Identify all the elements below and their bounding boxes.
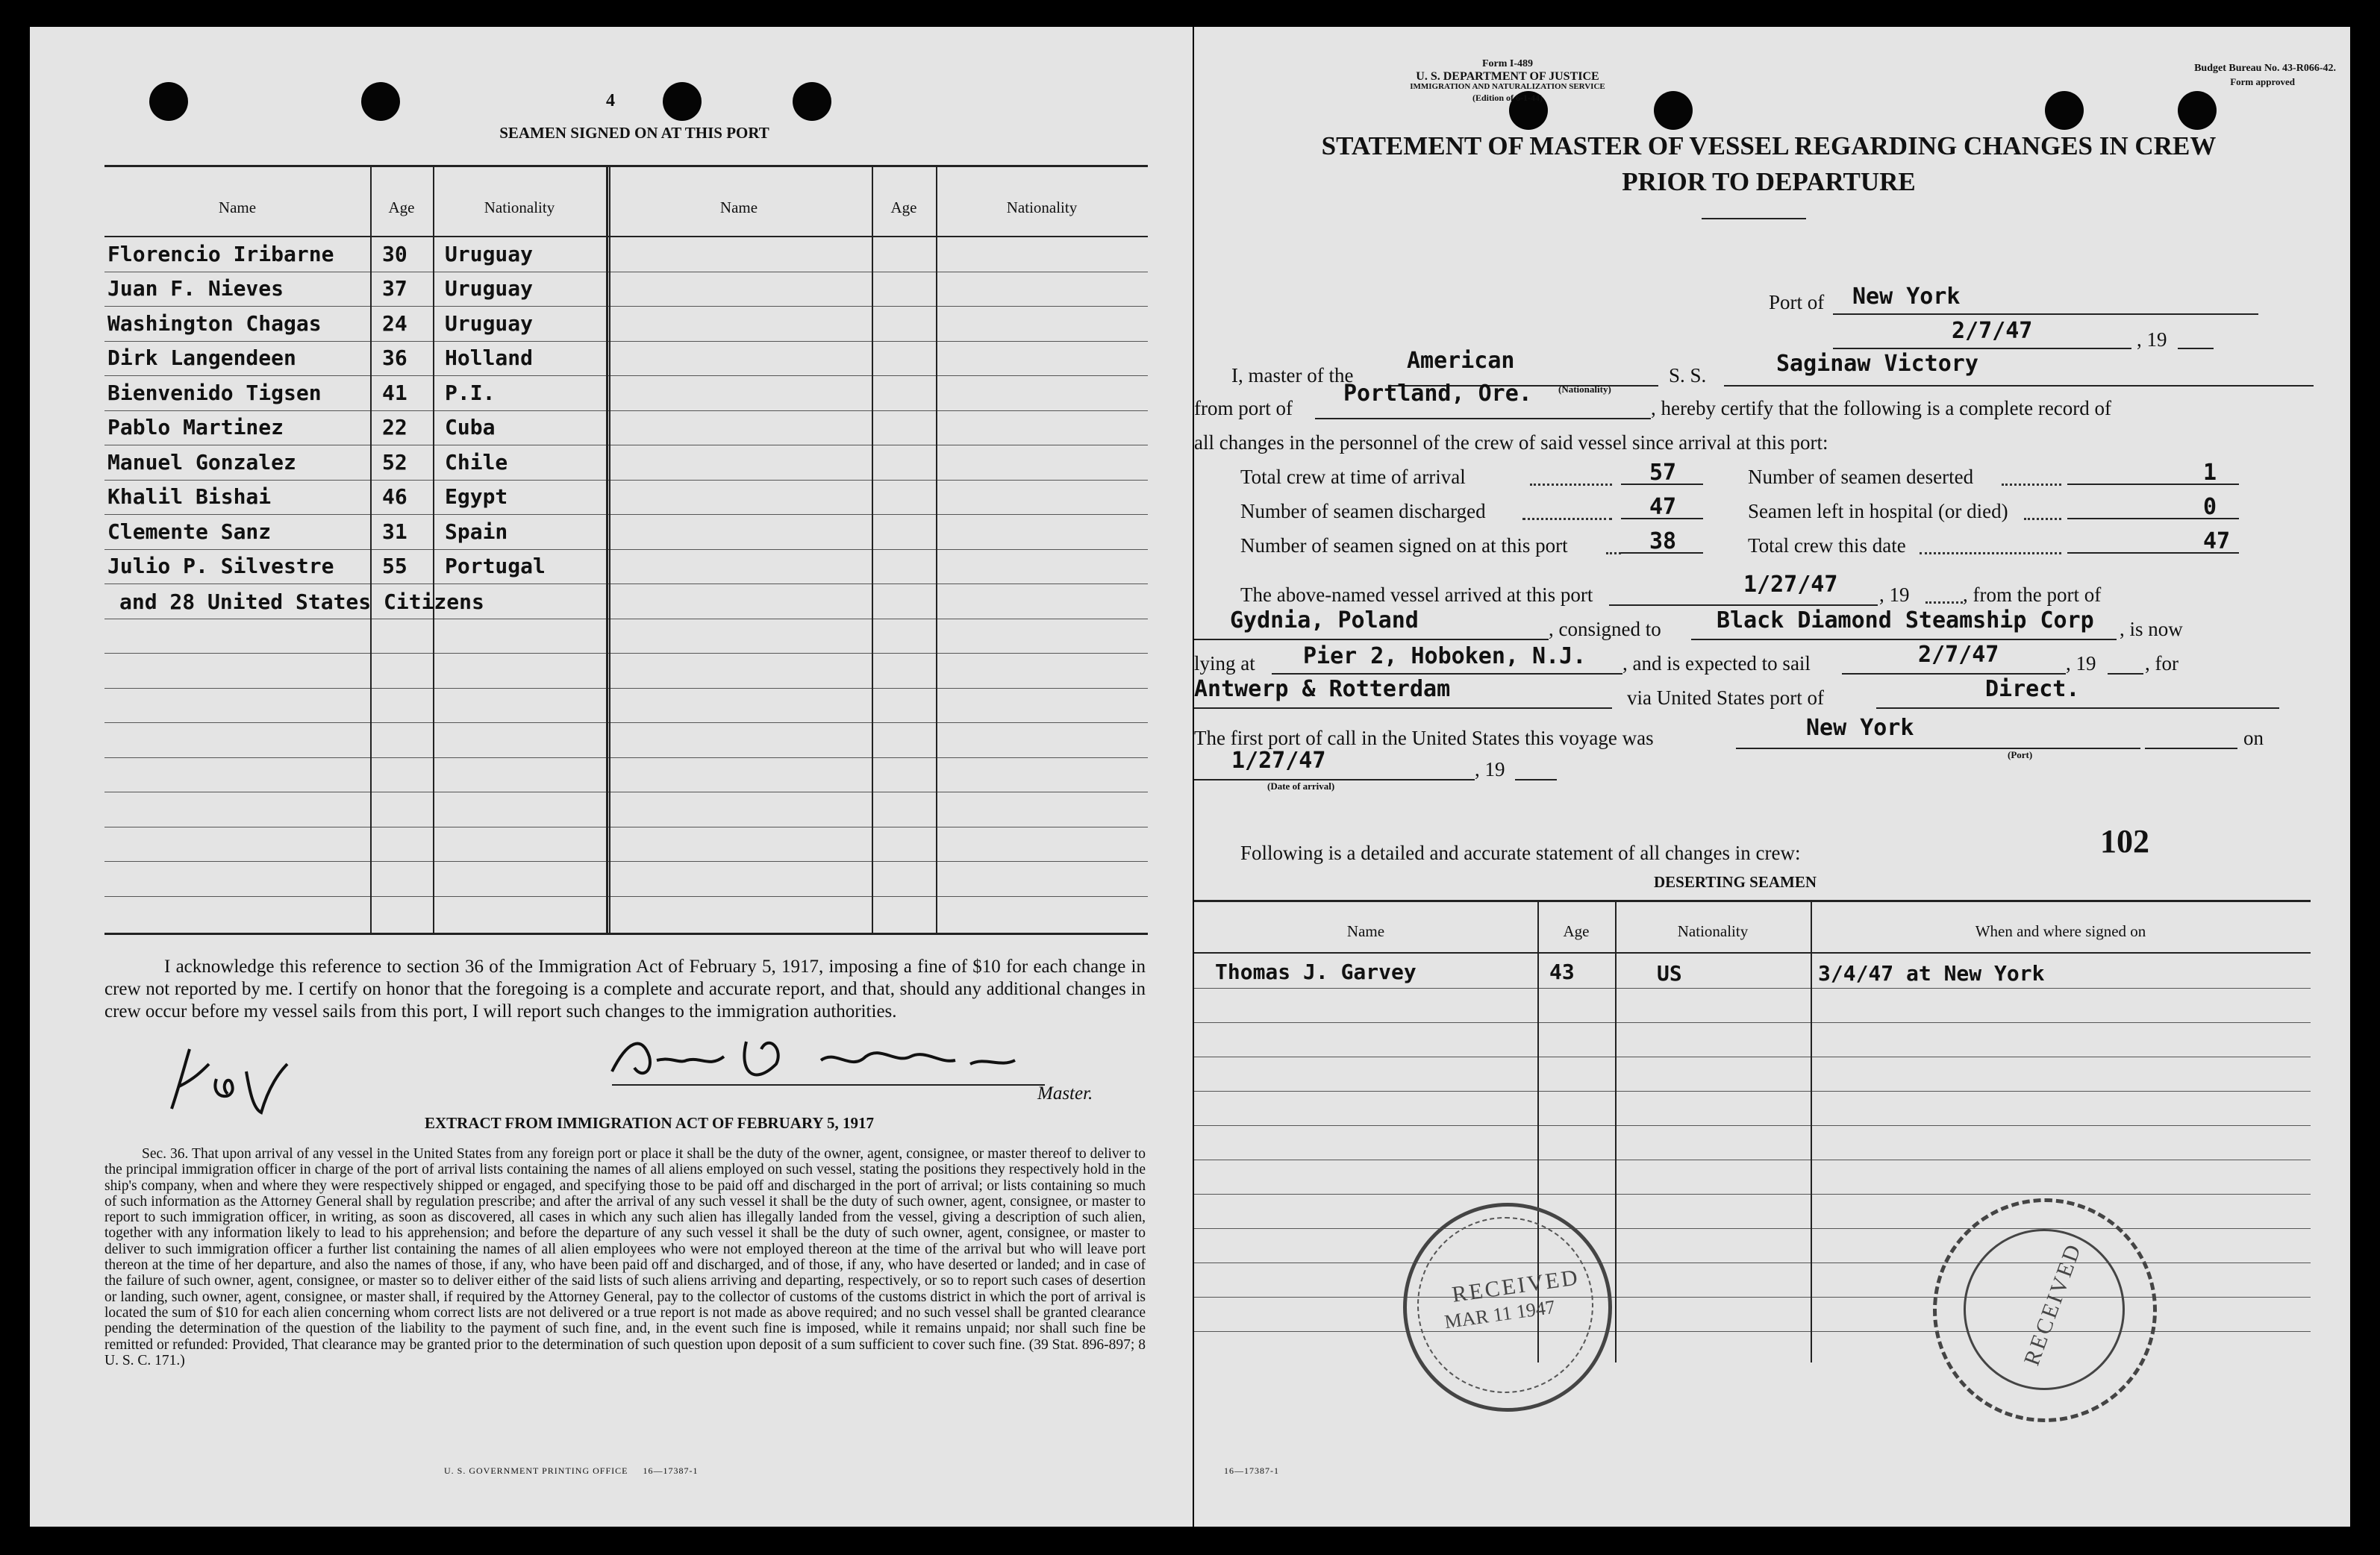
seaman-nationality: Egypt (445, 484, 508, 509)
seaman-nationality: Cuba (445, 415, 496, 439)
signed-on: 38 (1649, 528, 1677, 554)
stamp-date: MAR 11 1947 (1443, 1295, 1557, 1333)
punch-hole (663, 82, 702, 121)
left-page (30, 27, 1193, 1527)
column-header: Age (388, 198, 415, 216)
handwritten-initials (157, 1042, 336, 1124)
extract-title: EXTRACT FROM IMMIGRATION ACT OF FEBRUARY 5, 1917 (424, 1114, 875, 1132)
form-title: STATEMENT OF MASTER OF VESSEL REGARDING CHANGES IN CREW (1321, 131, 2217, 160)
extract-text: Sec. 36. That upon arrival of any vessel in the United States from any foreign port or place it shall be the duty of the owner, agent, consignee, or master thereof to deliver to the principal immigration officer in charge of the port of arrival lists containing the names of all aliens employed on such vessel, stating the positions they respectively hold in the ship's company, when and where they were respectively shipped or engaged, and specifying those to be paid off and discharged in the port of arrival; or lists containing so much of such information as the Attorney General shall by regulation prescribe; and after the arrival of any such vessel it shall be the duty of such owner, agent, consignee, or master to report to such immigration officer, in writing, as soon as discovered, all cases in which any such alien has illegally landed from the vessel, giving a description of such alien, together with any information likely to lead to his apprehension; and before the departure of any such vessel it shall be the duty of such owner, agent, consignee, or master to deliver to such immigration officer a further list containing the names of all alien employees who were not employed thereon at the time of the arrival but who will leave port thereon at the time of her departure, and also the names of those, if any, who have been paid off and discharged, and of those, if any, who have deserted or landed; and in case of the failure of such owner, agent, consignee, or master so to deliver either of the said lists of such aliens arriving and departing, respectively, or so to report such cases of desertion or landing, such owner, agent, consignee, or master shall, if required by the Attorney General, pay to the collector of customs of the customs district in which the port of arrival is located the sum of $10 for each alien concerning whom correct lists are not delivered or a true report is not made as above required; and no such vessel shall be granted clearance pending the determination of the question of the liability to the payment of such fine, and, in the event such fine is imposed, while it remains unpaid; nor shall such fine be remitted or refunded: Provided, That clearance may be granted prior to the determination of such question upon deposit of a sum sufficient to cover such fine. (39 Stat. 896-897; 8 U. S. C. 171.) (104, 1146, 1146, 1368)
date-of-arrival-value: 1/27/47 (1231, 748, 1326, 774)
for-label: , for (2145, 652, 2178, 675)
seamen-signed-table (104, 165, 1148, 935)
column-header: Name (218, 198, 257, 216)
from-the-port-value: Gydnia, Poland (1230, 607, 1419, 633)
received-stamp (1403, 1203, 1612, 1412)
master-of-label: I, master of the (1231, 364, 1354, 387)
column-header: Nationality (484, 198, 555, 216)
column-header: Age (890, 198, 917, 216)
seaman-name: Julio P. Silvestre (107, 554, 334, 578)
total-crew-arrival: 57 (1649, 460, 1677, 486)
seaman-name: Pablo Martinez (107, 415, 284, 439)
seaman-nationality: Uruguay (445, 276, 534, 301)
via-value: Direct. (1985, 676, 2080, 702)
seaman-name: Dirk Langendeen (107, 345, 296, 370)
seaman-age: 37 (382, 276, 407, 301)
column-header: Name (1346, 922, 1385, 940)
first-port-value: New York (1806, 715, 1914, 741)
punch-hole (2178, 91, 2217, 130)
arrived-value: 1/27/47 (1743, 572, 1838, 598)
printer-line: 16—17387-1 (1224, 1465, 1279, 1476)
deserted-label: Number of seamen deserted (1748, 466, 1974, 488)
punch-hole (149, 82, 188, 121)
column-header: Name (719, 198, 758, 216)
received-stamp (1933, 1198, 2157, 1422)
seaman-age: 46 (382, 484, 407, 509)
table-title: SEAMEN SIGNED ON AT THIS PORT (499, 124, 769, 142)
total-crew-arrival-label: Total crew at time of arrival (1240, 466, 1466, 488)
service: IMMIGRATION AND NATURALIZATION SERVICE (1410, 82, 1605, 91)
seaman-age: 31 (382, 519, 407, 544)
stamp-text: RECEIVED (1450, 1265, 1581, 1307)
lying-at-value: Pier 2, Hoboken, N.J. (1303, 643, 1587, 669)
column-header: Age (1563, 922, 1590, 940)
seaman-name: Clemente Sanz (107, 519, 272, 544)
following-text: Following is a detailed and accurate statement of all changes in crew: (1240, 842, 1801, 864)
right-page (1194, 27, 2350, 1527)
seaman-age: 22 (382, 415, 407, 439)
port-caption: (Port) (2008, 749, 2033, 760)
seaman-nationality: P.I. (445, 381, 496, 405)
form-approved: Form approved (2230, 76, 2295, 87)
deserting-title: DESERTING SEAMEN (1653, 873, 1817, 891)
destination-value: Antwerp & Rotterdam (1194, 676, 1451, 702)
consigned-value: Black Diamond Steamship Corp (1717, 607, 2094, 633)
column-header: Nationality (1006, 198, 1078, 216)
port-of-value: New York (1852, 284, 1961, 310)
is-now-label: , is now (2120, 618, 2183, 640)
port-of-label: Port of (1769, 291, 1825, 313)
edition: (Edition of 6-1-44) (1472, 93, 1543, 103)
seaman-nationality: Uruguay (445, 311, 534, 336)
seaman-nationality: Chile (445, 450, 508, 475)
total-crew-date-label: Total crew this date (1748, 534, 1906, 557)
master-label: Master. (1037, 1083, 1093, 1104)
discharged: 47 (1649, 494, 1677, 520)
from-the-port-label: , from the port of (1963, 583, 2102, 606)
column-header: When and where signed on (1975, 922, 2146, 940)
seaman-age: 41 (382, 381, 407, 405)
form-number: Form I-489 (1481, 58, 1534, 69)
via-label: via United States port of (1627, 686, 1824, 709)
first-port-label: The first port of call in the United States this voyage was (1194, 727, 1654, 749)
date-of-arrival-caption: (Date of arrival) (1267, 780, 1335, 792)
signed-on-label: Number of seamen signed on at this port (1240, 534, 1568, 557)
form-subtitle: PRIOR TO DEPARTURE (1622, 167, 1916, 196)
arrived-label: The above-named vessel arrived at this port (1240, 583, 1593, 606)
from-port-label: from port of (1194, 397, 1293, 419)
seaman-age: 55 (382, 554, 407, 578)
year-suffix-3: , 19 (2066, 652, 2096, 675)
ss-label: S. S. (1669, 364, 1707, 387)
summary-row: and 28 United States Citizens (119, 589, 484, 614)
stamp-text: RECEIVED (2019, 1239, 2087, 1369)
deserter-name: Thomas J. Garvey (1215, 960, 1417, 984)
seaman-nationality: Spain (445, 519, 508, 544)
year-suffix-4: , 19 (1475, 758, 1505, 780)
ship-name: Saginaw Victory (1776, 351, 1978, 377)
deserter-nationality: US (1657, 961, 1682, 986)
column-header: Nationality (1677, 922, 1749, 940)
from-port-value: Portland, Ore. (1343, 381, 1532, 407)
on-label: on (2243, 727, 2264, 749)
seaman-age: 36 (382, 345, 407, 370)
seaman-name: Khalil Bishai (107, 484, 272, 509)
seaman-name: Juan F. Nieves (107, 276, 284, 301)
hospital-label: Seamen left in hospital (or died) (1748, 500, 2008, 522)
budget-bureau: Budget Bureau No. 43-R066-42. (2194, 63, 2336, 74)
nationality-value: American (1407, 348, 1515, 374)
consigned-label: , consigned to (1549, 618, 1661, 640)
discharged-label: Number of seamen discharged (1240, 500, 1486, 522)
statement-date: 2/7/47 (1952, 318, 2033, 344)
punch-hole (361, 82, 400, 121)
seaman-nationality: Portugal (445, 554, 546, 578)
seaman-nationality: Uruguay (445, 242, 534, 266)
year-suffix-2: , 19 (1879, 583, 1910, 606)
deserter-signed-on: 3/4/47 at New York (1818, 961, 2045, 986)
lying-at-label: lying at (1194, 652, 1255, 675)
total-crew-date: 47 (2203, 528, 2231, 554)
seaman-age: 30 (382, 242, 407, 266)
nationality-caption: (Nationality) (1558, 384, 1611, 395)
year-suffix: , 19 (2137, 328, 2167, 351)
printer-line: U. S. GOVERNMENT PRINTING OFFICE 16—17387-1 (444, 1465, 699, 1476)
expected-value: 2/7/47 (1918, 642, 1999, 668)
master-signature (597, 1027, 1060, 1094)
seaman-name: Florencio Iribarne (107, 242, 334, 266)
seaman-nationality: Holland (445, 345, 534, 370)
page-number: 4 (606, 91, 615, 110)
expected-label: , and is expected to sail (1622, 652, 1811, 675)
deserted: 1 (2203, 460, 2217, 486)
hospital: 0 (2203, 494, 2217, 520)
seaman-name: Manuel Gonzalez (107, 450, 296, 475)
punch-hole (2045, 91, 2084, 130)
seaman-name: Bienvenido Tigsen (107, 381, 322, 405)
punch-hole (793, 82, 831, 121)
certify-text: , hereby certify that the following is a complete record of (1651, 397, 2112, 419)
seaman-age: 24 (382, 311, 407, 336)
certify-text-2: all changes in the personnel of the crew of said vessel since arrival at this port: (1194, 431, 1828, 454)
page-number-stamp: 102 (2100, 823, 2149, 860)
seaman-age: 52 (382, 450, 407, 475)
acknowledgement-text: I acknowledge this reference to section 36 of the Immigration Act of February 5, 1917, imposing a fine of $10 for each change in crew not reported by me. I certify on honor that the foregoing is a complete and accurate report, and that, should any additional changes in crew occur before my vessel sails from this port, I will report such changes to the immigration authorities. (104, 957, 1146, 1021)
deserter-age: 43 (1549, 960, 1575, 984)
department: U. S. DEPARTMENT OF JUSTICE (1416, 70, 1599, 83)
seaman-name: Washington Chagas (107, 311, 322, 336)
